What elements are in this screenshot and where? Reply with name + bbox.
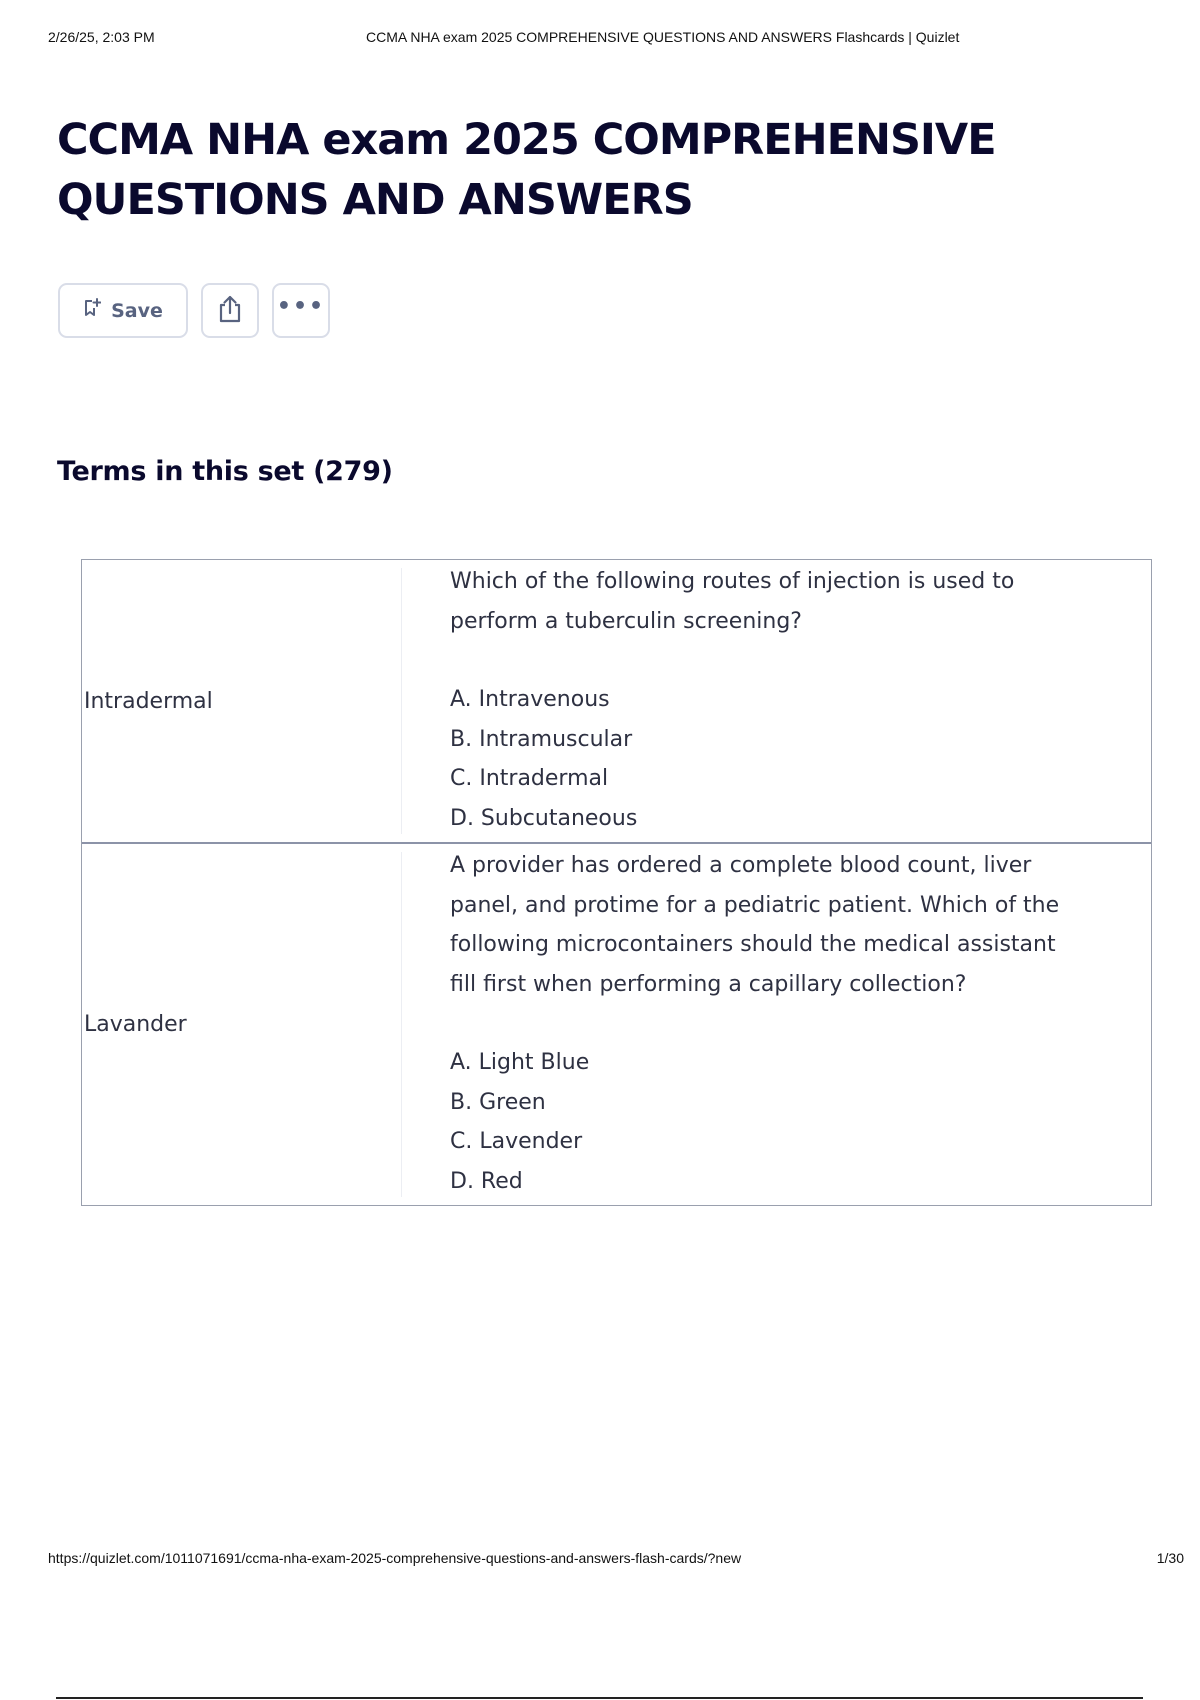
save-button[interactable] bbox=[58, 283, 188, 338]
definition-option: C. Lavender bbox=[450, 1129, 583, 1154]
term-row bbox=[82, 560, 1151, 842]
terms-heading: Terms in this set (279) bbox=[57, 456, 393, 487]
definition-question: A provider has ordered a complete blood count, liver panel, and protime for a pediatric patient. Which of the following microcontainers should the medical assistant fill first when performing a capillary collection? bbox=[450, 853, 1060, 997]
definition-option: D. Subcutaneous bbox=[450, 805, 638, 831]
share-icon bbox=[216, 294, 244, 328]
term-row bbox=[82, 842, 1151, 1205]
definition-option: A. Intravenous bbox=[450, 687, 610, 712]
set-actions bbox=[58, 283, 330, 338]
print-document-title: CCMA NHA exam 2025 COMPREHENSIVE QUESTIONS AND ANSWERS Flashcards | Quizlet bbox=[366, 29, 960, 45]
page-number: 1/30 bbox=[1156, 1550, 1184, 1566]
definition-question: Which of the following routes of injection is used to perform a tuberculin screening? bbox=[450, 569, 1015, 634]
bookmark-add-icon bbox=[83, 298, 101, 323]
definition-option: B. Intramuscular bbox=[450, 726, 633, 752]
term-definition bbox=[402, 844, 1151, 1205]
page-title: CCMA NHA exam 2025 COMPREHENSIVE QUESTIONS AND ANSWERS bbox=[57, 115, 996, 225]
more-options-button[interactable] bbox=[272, 283, 330, 338]
definition-option: C. Intradermal bbox=[450, 766, 609, 791]
more-horizontal-icon: ••• bbox=[276, 293, 326, 319]
term-text: Intradermal bbox=[82, 568, 402, 834]
definition-option: D. Red bbox=[450, 1168, 523, 1194]
definition-option: A. Light Blue bbox=[450, 1050, 590, 1075]
print-date: 2/26/25, 2:03 PM bbox=[48, 29, 155, 45]
term-text: Lavander bbox=[82, 852, 402, 1197]
print-url: https://quizlet.com/1011071691/ccma-nha-exam-2025-comprehensive-questions-and-answers-flash-cards/?new bbox=[48, 1550, 742, 1566]
terms-list bbox=[81, 559, 1152, 1206]
term-definition bbox=[402, 560, 1151, 842]
save-button-label: Save bbox=[111, 299, 163, 322]
share-button[interactable] bbox=[201, 283, 259, 338]
page-divider bbox=[56, 1697, 1143, 1699]
definition-option: B. Green bbox=[450, 1089, 546, 1115]
